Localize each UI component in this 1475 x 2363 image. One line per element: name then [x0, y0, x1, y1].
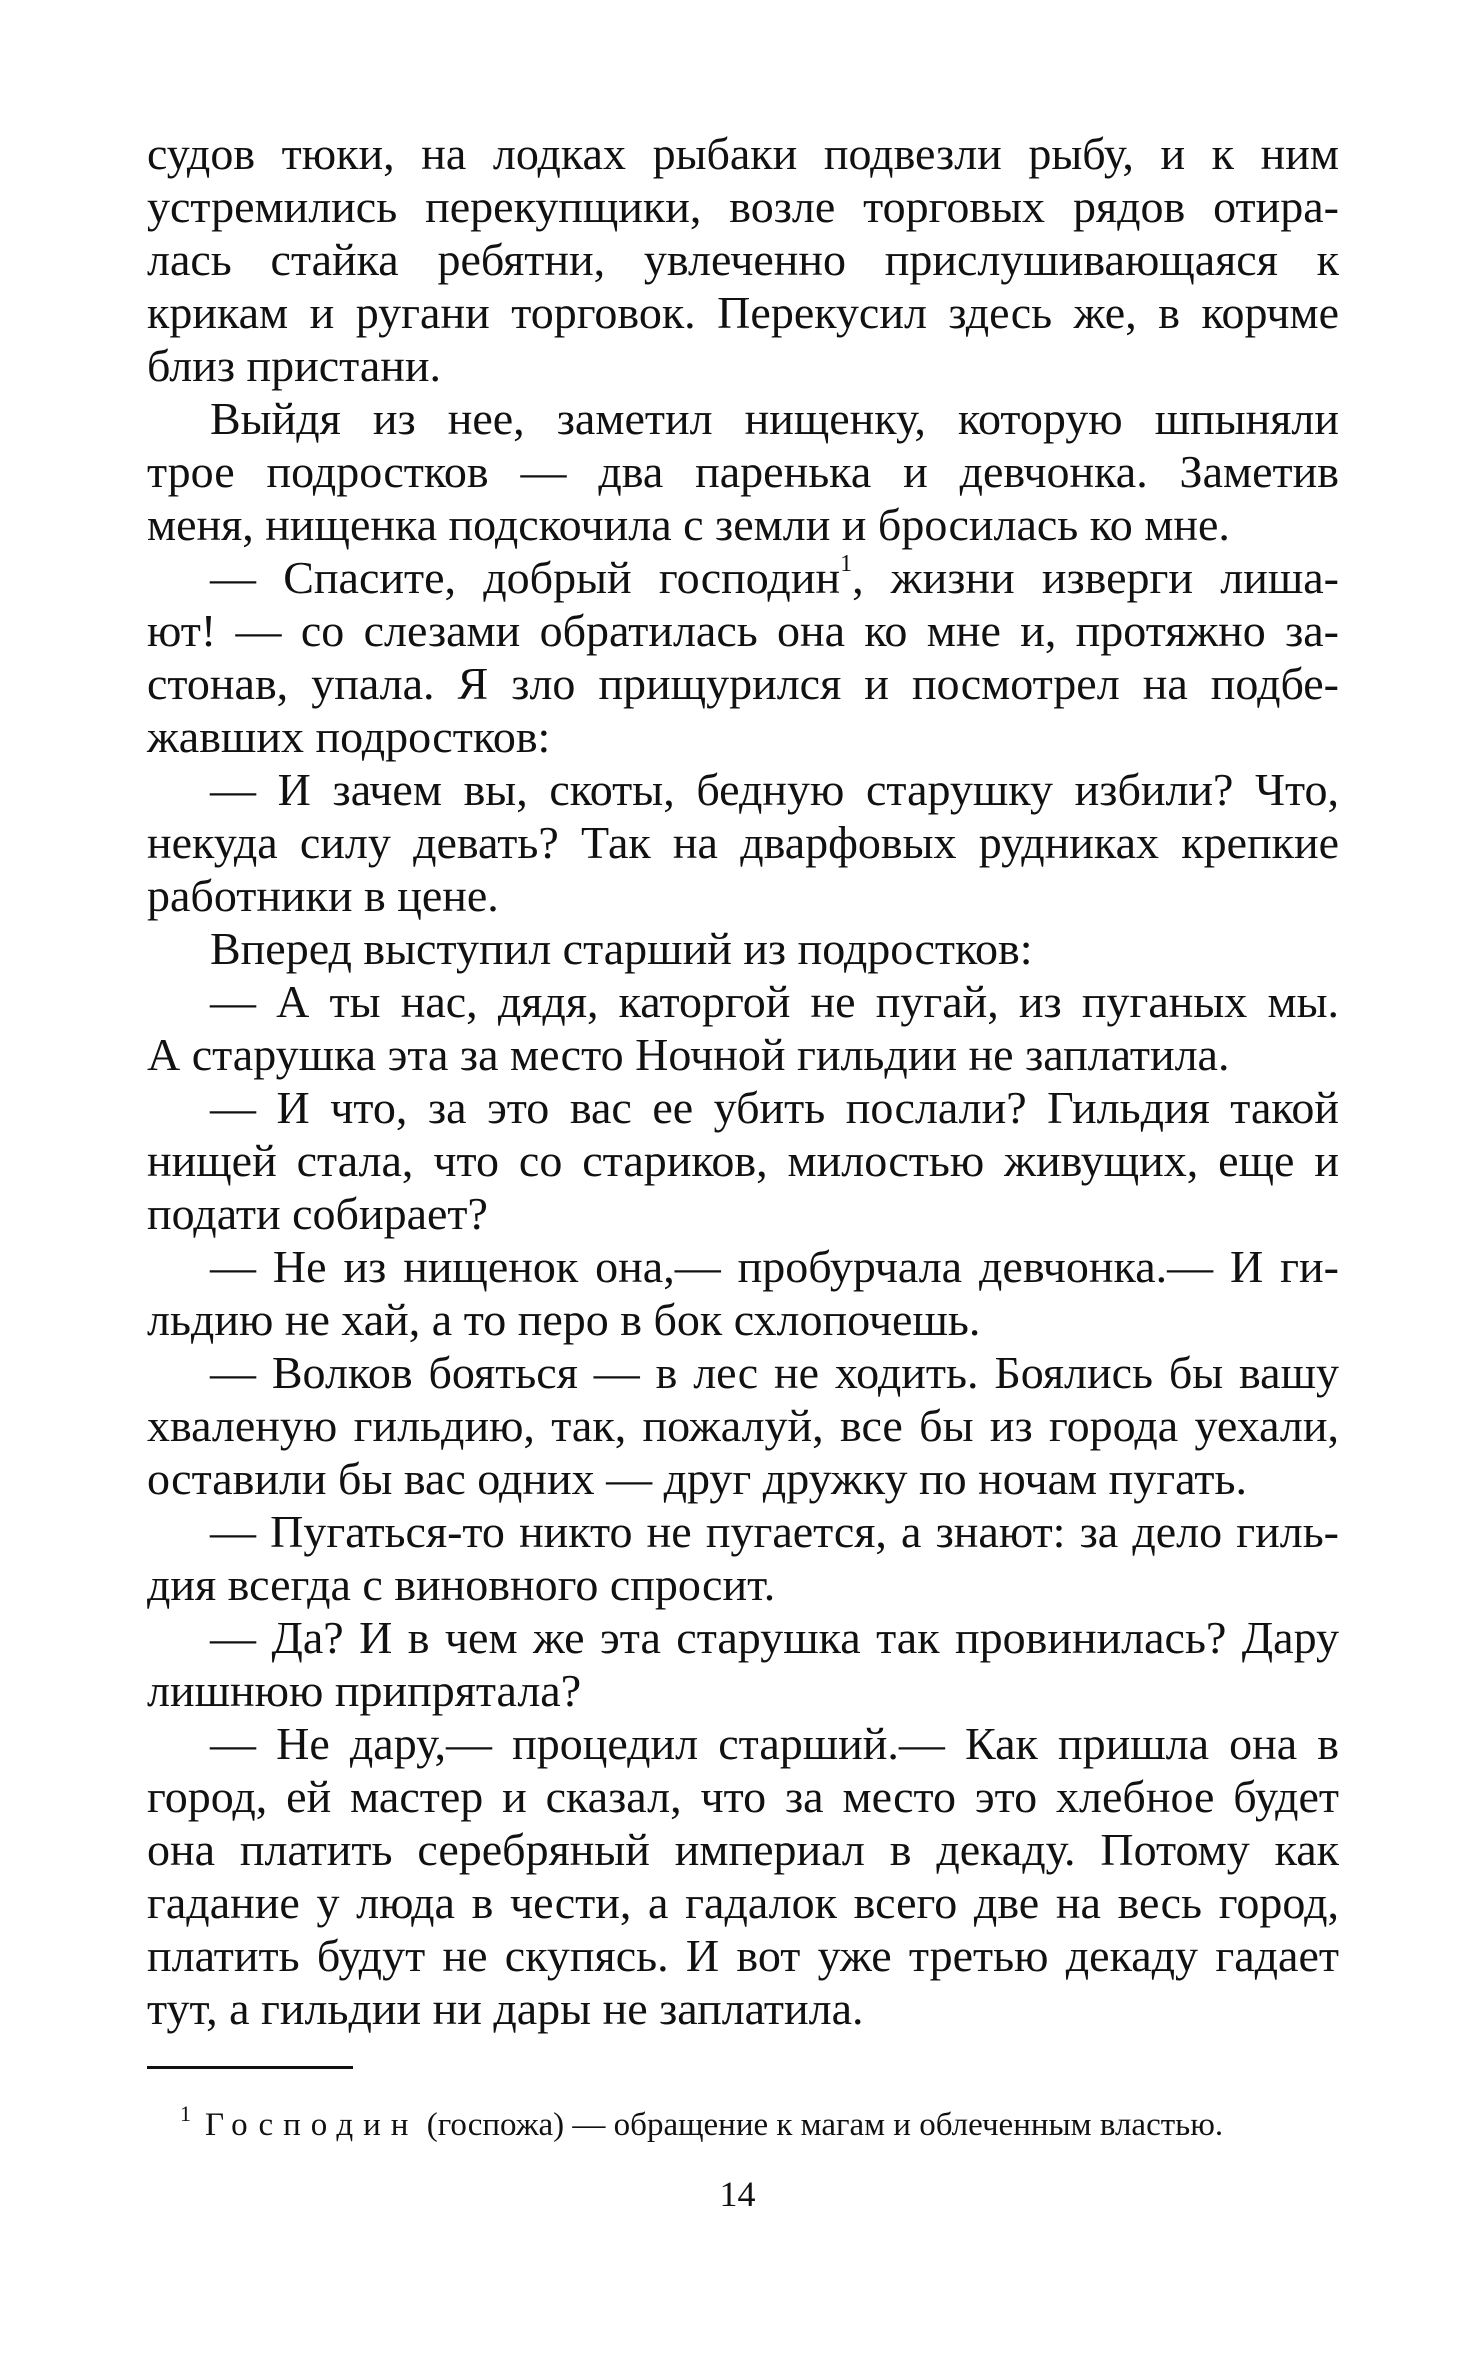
- text-line: платить будут не скупясь. И вот уже третью декаду гадает: [147, 1930, 1339, 1981]
- text-line: — Да? И в чем же эта старушка так провинилась? Дару: [210, 1612, 1339, 1663]
- text-line: — Не дару,— процедил старший.— Как пришла она в: [210, 1718, 1339, 1769]
- text-line: — И зачем вы, скоты, бедную старушку избили? Что,: [210, 764, 1339, 815]
- text-line: близ пристани.: [147, 340, 441, 391]
- text-segment: — Спасите, добрый господин: [210, 552, 841, 603]
- text-line: нищей стала, что со стариков, милостью живущих, еще и: [147, 1135, 1339, 1186]
- text-line: — А ты нас, дядя, каторгой не пугай, из пуганых мы.: [210, 976, 1339, 1027]
- text-line: трое подростков — два паренька и девчонка. Заметив: [147, 446, 1339, 497]
- text-line: А старушка эта за место Ночной гильдии не заплатила.: [147, 1029, 1230, 1080]
- text-line: дия всегда с виновного спросит.: [147, 1559, 776, 1610]
- text-line: оставили бы вас одних — друг дружку по ночам пугать.: [147, 1453, 1247, 1504]
- text-line: судов тюки, на лодках рыбаки подвезли рыбу, и к ним: [147, 128, 1339, 179]
- text-line: хваленую гильдию, так, пожалуй, все бы из города уехали,: [147, 1400, 1339, 1451]
- text-line: ют! — со слезами обратилась она ко мне и, протяжно за-: [147, 605, 1339, 656]
- text-line: она платить серебряный империал в декаду. Потому как: [147, 1824, 1339, 1875]
- footnote-divider: [147, 2066, 353, 2069]
- text-line: подати собирает?: [147, 1188, 488, 1239]
- text-line: лась стайка ребятни, увлеченно прислушивающаяся к: [147, 234, 1339, 285]
- text-line: устремились перекупщики, возле торговых рядов отира-: [147, 181, 1339, 232]
- footnote-text: (госпожа) — обращение к магам и облеченным властью.: [418, 2107, 1224, 2143]
- text-line: работники в цене.: [147, 870, 499, 921]
- text-line: Выйдя из нее, заметил нищенку, которую шпыняли: [210, 393, 1339, 444]
- text-line: Вперед выступил старший из подростков:: [210, 923, 1033, 974]
- text-line: тут, а гильдии ни дары не заплатила.: [147, 1983, 864, 2034]
- footnote-mark: 1: [180, 2101, 191, 2126]
- text-line: — Волков бояться — в лес не ходить. Боялись бы вашу: [210, 1347, 1339, 1398]
- text-line: некуда силу девать? Так на дварфовых рудниках крепкие: [147, 817, 1339, 868]
- text-line: лишнюю припрятала?: [147, 1665, 582, 1716]
- text-line: льдию не хай, а то перо в бок схлопочешь.: [147, 1294, 981, 1345]
- text-line: жавших подростков:: [147, 711, 551, 762]
- text-segment: , жизни изверги лиша-: [852, 552, 1339, 603]
- footnote-reference: 1: [840, 551, 853, 577]
- text-line: крикам и ругани торговок. Перекусил здесь же, в корчме: [147, 287, 1339, 338]
- text-line: гадание у люда в чести, а гадалок всего две на весь город,: [147, 1877, 1339, 1928]
- text-line: — Пугаться-то никто не пугается, а знают: за дело гиль-: [210, 1506, 1339, 1557]
- text-line: меня, нищенка подскочила с земли и бросилась ко мне.: [147, 499, 1230, 550]
- text-line: — Не из нищенок она,— пробурчала девчонка.— И ги-: [210, 1241, 1339, 1292]
- footnote-term: Господин: [205, 2107, 419, 2143]
- page-number: 14: [719, 2174, 756, 2214]
- footnote: [180, 2094, 1223, 2145]
- text-line: [210, 551, 1339, 604]
- text-line: стонав, упала. Я зло прищурился и посмотрел на подбе-: [147, 658, 1339, 709]
- text-line: — И что, за это вас ее убить послали? Гильдия такой: [210, 1082, 1339, 1133]
- text-line: город, ей мастер и сказал, что за место это хлебное будет: [147, 1771, 1339, 1822]
